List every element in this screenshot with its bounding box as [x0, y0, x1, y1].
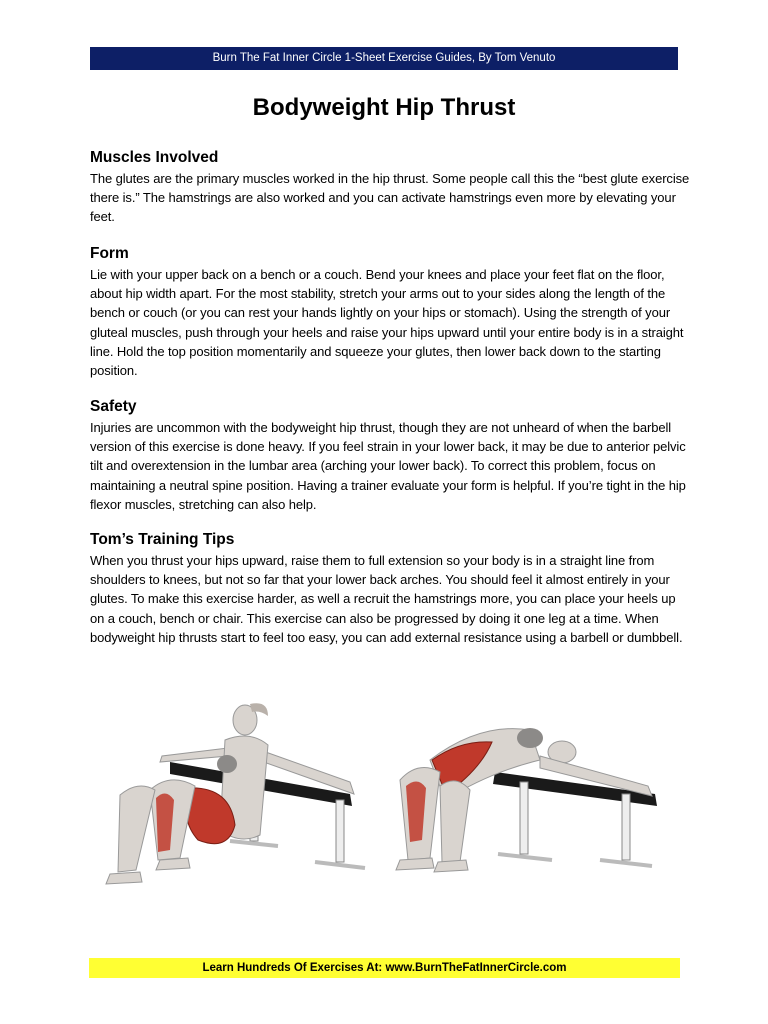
header-bar — [90, 47, 678, 70]
section-heading: Form — [90, 245, 129, 262]
section-heading: Safety — [90, 398, 137, 415]
footer-text: Learn Hundreds Of Exercises At: www.BurnTheFatInnerCircle.com — [202, 962, 567, 974]
top-position-figure — [396, 728, 657, 872]
section-safety — [90, 397, 690, 514]
section-form — [90, 244, 690, 380]
page-title: Bodyweight Hip Thrust — [252, 94, 516, 121]
section-heading: Tom’s Training Tips — [90, 531, 235, 548]
section-body: The glutes are the primary muscles worked in the hip thrust. Some people call this the “best glute exercise there is.” The hamstrings are also worked and you can activate hamstrings even more by elevating your feet. — [90, 171, 690, 225]
header-text: Burn The Fat Inner Circle 1-Sheet Exercise Guides, By Tom Venuto — [212, 52, 556, 64]
section-training-tips — [90, 530, 690, 647]
section-heading: Muscles Involved — [90, 149, 219, 166]
section-body: Lie with your upper back on a bench or a couch. Bend your knees and place your feet flat on the floor, about hip width apart. For the most stability, stretch your arms out to your sides along the length of the bench or couch (or you can rest your hands lightly on your hips or stomach). Using the strength of your gluteal muscles, push through your heels and raise your hips upward until your entire body is in a straight line. Hold the top position momentarily and squeeze your glutes, then lower back down to the starting position. — [90, 267, 684, 379]
footer-bar — [89, 958, 680, 978]
section-body: When you thrust your hips upward, raise them to full extension so your body is in a straight line from shoulders to knees, but not so far that your lower back arches. You should feel it almost entirely in your glutes. To make this exercise harder, as well a recruit the hamstrings more, you can place your heels up on a couch, bench or chair. This exercise can also be progressed by doing it one leg at a time. When bodyweight hip thrusts start to feel too easy, you can add external resistance using a barbell or dumbbell. — [90, 553, 683, 645]
section-muscles-involved — [90, 148, 690, 227]
exercise-illustration — [100, 690, 670, 905]
start-position-figure — [106, 703, 365, 884]
section-body: Injuries are uncommon with the bodyweight hip thrust, though they are not unheard of when the barbell version of this exercise is done heavy. If you feel strain in your lower back, it may be due to anterior pelvic tilt and overextension in the lumbar area (arching your lower back). To correct this problem, focus on maintaining a neutral spine position. Having a trainer evaluate your form is helpful. If you’re tight in the hip flexor muscles, stretching can also help. — [90, 420, 686, 512]
